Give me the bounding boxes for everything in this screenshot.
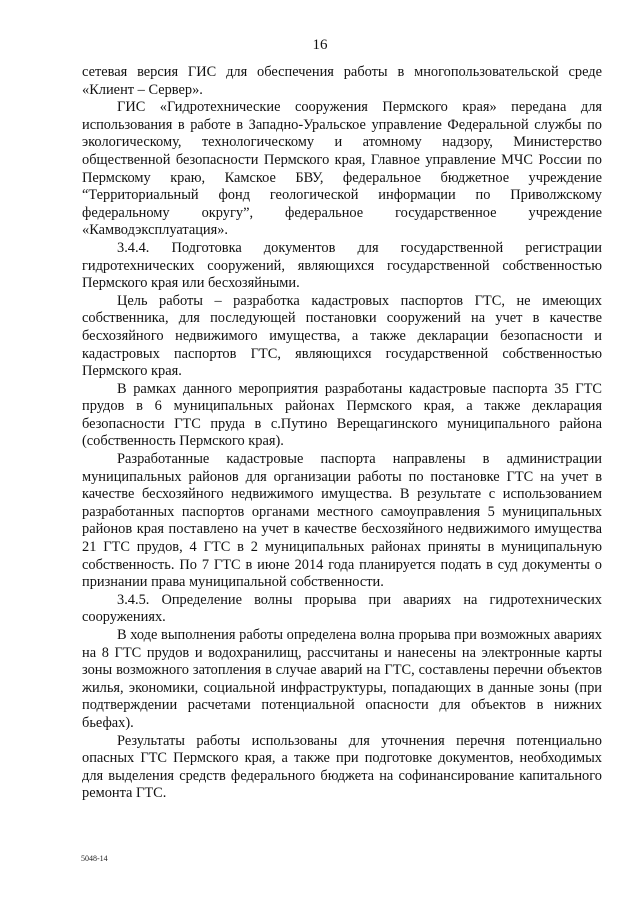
section-heading-3-4-4: 3.4.4. Подготовка документов для государственной регистрации гидротехнических сооружений, являющихся государственной собственностью Пермского края или бесхозяйными. (82, 239, 602, 292)
paragraph-registration-results: Разработанные кадастровые паспорта направлены в администрации муниципальных районов для организации работы по постановке ГТС на учет в качестве бесхозяйного недвижимого имущества. В результате с использованием разработанных паспортов органами местного самоуправления 5 муниципальных районов края поставлено на учет в качестве бесхозяйного недвижимого имущества 21 ГТС прудов, 4 ГТС в 2 муниципальных районах приняты в муниципальную собственность. По 7 ГТС в июне 2014 года планируется подать в суд документы о признании права муниципальной собственности. (82, 451, 602, 591)
document-code: 5048-14 (81, 854, 108, 863)
section-heading-3-4-5: 3.4.5. Определение волны прорыва при авариях на гидротехнических сооружениях. (82, 591, 602, 626)
paragraph-gis-transfer: ГИС «Гидротехнические сооружения Пермского края» передана для использования в работе в Западно-Уральское управление Федеральной службы по экологическому, технологическому и атомному надзору, Министерство общественной безопасности Пермского края, Главное управление МЧС России по Пермскому краю, Камское БВУ, федеральное бюджетное учреждение “Территориальный фонд геологической информации по Приволжскому федеральному округу”, федеральное государственное учреждение «Камводэксплуатация». (82, 99, 602, 239)
paragraph-work-goal: Цель работы – разработка кадастровых паспортов ГТС, не имеющих собственника, для последующей постановки сооружений на учет в качестве бесхозяйного недвижимого имущества, а также декларации безопасности и кадастровых паспортов ГТС, являющихся государственной собственностью Пермского края. (82, 292, 602, 380)
paragraph-cadastral-passports: В рамках данного мероприятия разработаны кадастровые паспорта 35 ГТС прудов в 6 муниципальных районах Пермского края, а также декларация безопасности ГТС пруда в с.Путино Верещагинского муниципального района (собственность Пермского края). (82, 380, 602, 450)
paragraph-results-usage: Результаты работы использованы для уточнения перечня потенциально опасных ГТС Пермского края, а также при подготовке документов, необходимых для выделения средств федерального бюджета на софинансирование капитального ремонта ГТС. (82, 732, 602, 802)
paragraph-network-version: сетевая версия ГИС для обеспечения работы в многопользовательской среде «Клиент – Сервер». (82, 64, 602, 98)
body-text (82, 64, 602, 803)
page-number: 16 (312, 37, 328, 53)
paragraph-breakthrough-wave: В ходе выполнения работы определена волна прорыва при возможных авариях на 8 ГТС прудов и водохранилищ, рассчитаны и нанесены на электронные карты зоны возможного затопления в случае аварий на ГТС, составлены перечни объектов жилья, экономики, социальной инфраструктуры, попадающих в данные зоны (при подтверждении расчетами потенциальной опасности для объектов в нижних бьефах). (82, 627, 602, 731)
